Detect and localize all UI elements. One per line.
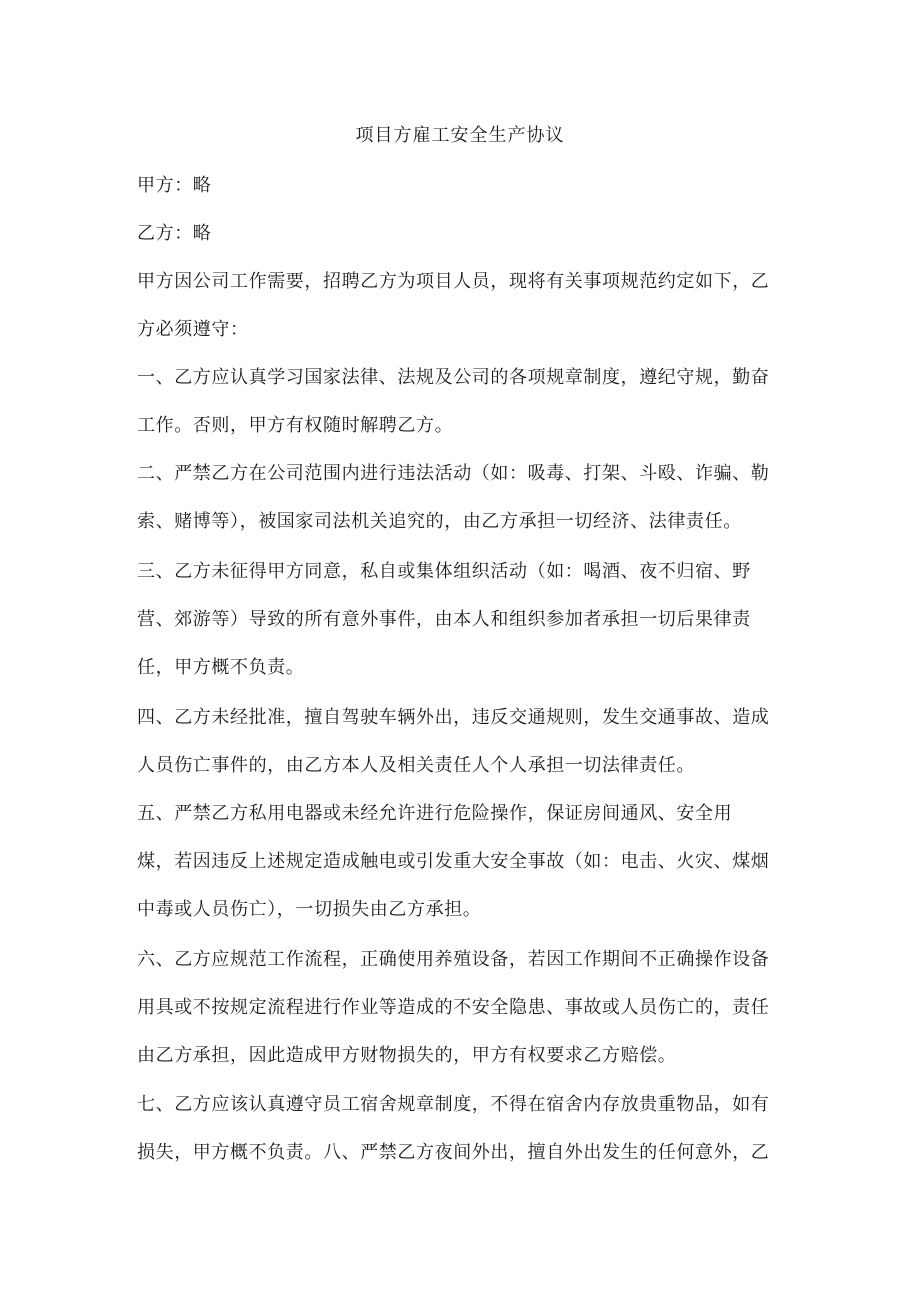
clause-4-line-2: 人员伤亡事件的，由乙方本人及相关责任人个人承担一切法律责任。 xyxy=(137,755,695,776)
clause-7-line-1: 七、乙方应该认真遵守员工宿舍规章制度，不得在宿舍内存放贵重物品，如有 xyxy=(137,1094,770,1115)
clause-4-line-1: 四、乙方未经批准，擅自驾驶车辆外出，违反交通规则，发生交通事故、造成 xyxy=(137,707,770,728)
clause-6-line-3: 由乙方承担，因此造成甲方财物损失的，甲方有权要求乙方赔偿。 xyxy=(137,1045,677,1066)
clause-3-line-1: 三、乙方未征得甲方同意，私自或集体组织活动（如：喝酒、夜不归宿、野 xyxy=(137,561,751,582)
document-title: 项目方雇工安全生产协议 xyxy=(355,125,565,146)
clause-6-line-2: 用具或不按规定流程进行作业等造成的不安全隐患、事故或人员伤亡的，责任 xyxy=(137,997,770,1018)
clause-5-line-2: 煤，若因违反上述规定造成触电或引发重大安全事故（如：电击、火灾、煤烟 xyxy=(137,851,770,872)
clause-2-line-2: 索、赌博等），被国家司法机关追究的，由乙方承担一切经济、法律责任。 xyxy=(137,511,742,532)
clause-2-line-1: 二、严禁乙方在公司范围内进行违法活动（如：吸毒、打架、斗殴、诈骗、勒 xyxy=(137,463,770,484)
clause-3-line-2: 营、郊游等）导致的所有意外事件，由本人和组织参加者承担一切后果律责 xyxy=(137,609,751,630)
clause-6-line-1: 六、乙方应规范工作流程，正确使用养殖设备，若因工作期间不正确操作设备 xyxy=(137,949,770,970)
clause-3-line-3: 任，甲方概不负责。 xyxy=(137,657,305,678)
clause-5-line-1: 五、严禁乙方私用电器或未经允许进行危险操作，保证房间通风、安全用 xyxy=(137,803,733,824)
clause-1-line-2: 工作。否则，甲方有权随时解聘乙方。 xyxy=(137,415,454,436)
intro-line-2: 方必须遵守： xyxy=(137,319,249,340)
party-b-line: 乙方：略 xyxy=(137,223,212,244)
intro-line-1: 甲方因公司工作需要，招聘乙方为项目人员，现将有关事项规范约定如下，乙 xyxy=(137,271,770,292)
clause-5-line-3: 中毒或人员伤亡），一切损失由乙方承担。 xyxy=(137,899,482,920)
clause-1-line-1: 一、乙方应认真学习国家法律、法规及公司的各项规章制度，遵纪守规，勤奋 xyxy=(137,367,770,388)
party-a-line: 甲方：略 xyxy=(137,175,212,196)
clause-7-8-line: 损失，甲方概不负责。八、严禁乙方夜间外出，擅自外出发生的任何意外，乙 xyxy=(137,1142,770,1163)
